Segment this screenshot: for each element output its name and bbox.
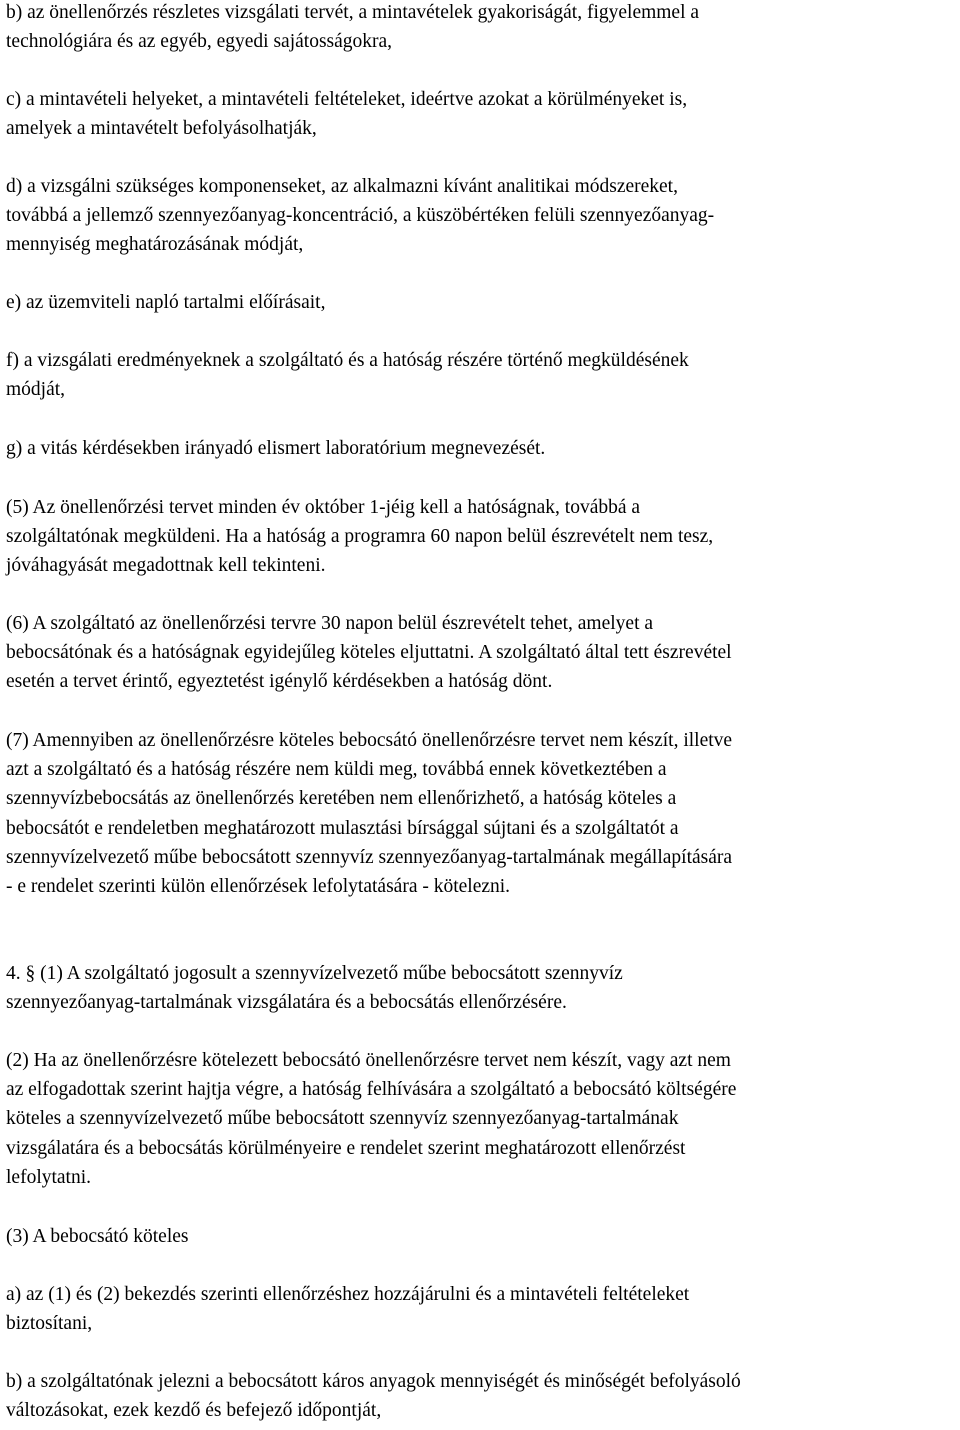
section-4-paragraph-3-b	[6, 1367, 741, 1425]
text-line: technológiára és az egyéb, egyedi sajátosságokra,	[6, 31, 393, 53]
text-line: biztosítani,	[6, 1313, 93, 1335]
text-line: b) az önellenőrzés részletes vizsgálati tervét, a mintavételek gyakoriságát, figyelemmel a	[6, 2, 700, 23]
text-line: 4. § (1) A szolgáltató jogosult a szennyvízelvezető műbe bebocsátott szennyvíz	[6, 963, 623, 984]
text-line: g) a vitás kérdésekben irányadó elismert laboratórium megnevezését.	[6, 438, 546, 459]
text-line: f) a vizsgálati eredményeknek a szolgáltató és a hatóság részére történő megküldésének	[6, 350, 689, 371]
text-line: vizsgálatára és a bebocsátás körülményeire e rendelet szerint meghatározott ellenőrzést	[6, 1137, 686, 1159]
text-line: bebocsátót e rendeletben meghatározott mulasztási bírsággal sújtani és a szolgáltatót a	[6, 817, 679, 839]
text-line: módját,	[6, 379, 66, 401]
text-line: az elfogadottak szerint hajtja végre, a hatóság felhívására a szolgáltató a bebocsátó költségére	[6, 1079, 737, 1101]
paragraph-g	[6, 434, 545, 463]
text-line: mennyiség meghatározásának módját,	[6, 234, 304, 256]
text-line: köteles a szennyvízelvezető műbe bebocsátott szennyvíz szennyezőanyag-tartalmának	[6, 1108, 679, 1130]
paragraph-6	[6, 609, 732, 697]
paragraph-e	[6, 288, 325, 317]
text-line: bebocsátónak és a hatóságnak egyidejűleg köteles eljuttatni. A szolgáltató által tett észrevétel	[6, 642, 732, 664]
section-4-paragraph-1	[6, 959, 623, 1017]
text-line: c) a mintavételi helyeket, a mintavételi feltételeket, ideértve azokat a körülményeket is,	[6, 89, 688, 110]
text-line: amelyek a mintavételt befolyásolhatják,	[6, 118, 317, 140]
text-line: (7) Amennyiben az önellenőrzésre köteles bebocsátó önellenőrzésre tervet nem készít, illetve	[6, 730, 733, 751]
text-line: (6) A szolgáltató az önellenőrzési tervre 30 napon belül észrevételt tehet, amelyet a	[6, 613, 654, 634]
paragraph-d	[6, 172, 714, 260]
text-line: - e rendelet szerinti külön ellenőrzések lefolytatására - kötelezni.	[6, 875, 511, 897]
paragraph-5	[6, 493, 713, 581]
text-line: (5) Az önellenőrzési tervet minden év október 1-jéig kell a hatóságnak, továbbá a	[6, 497, 641, 518]
text-line: b) a szolgáltatónak jelezni a bebocsátott káros anyagok mennyiségét és minőségét befolyásoló	[6, 1371, 741, 1392]
text-line: d) a vizsgálni szükséges komponenseket, az alkalmazni kívánt analitikai módszereket,	[6, 176, 678, 197]
paragraph-b	[6, 0, 699, 56]
text-line: a) az (1) és (2) bekezdés szerinti ellenőrzéshez hozzájárulni és a mintavételi feltételeket	[6, 1284, 690, 1305]
text-line: jóváhagyását megadottnak kell tekinteni.	[6, 555, 326, 577]
text-line: (3) A bebocsátó köteles	[6, 1226, 189, 1247]
text-line: esetén a tervet érintő, egyeztetést igénylő kérdésekben a hatóság dönt.	[6, 671, 553, 693]
text-line: szennyezőanyag-tartalmának vizsgálatára és a bebocsátás ellenőrzésére.	[6, 992, 567, 1014]
paragraph-c	[6, 85, 687, 143]
text-line: lefolytatni.	[6, 1166, 92, 1188]
section-4-paragraph-2	[6, 1046, 736, 1192]
text-line: szolgáltatónak megküldeni. Ha a hatóság a programra 60 napon belül észrevételt nem tesz,	[6, 526, 714, 548]
text-line: változásokat, ezek kezdő és befejező időpontját,	[6, 1400, 382, 1422]
text-line: e) az üzemviteli napló tartalmi előírásait,	[6, 292, 326, 313]
section-4-paragraph-3	[6, 1222, 189, 1251]
text-line: szennyvízbebocsátás az önellenőrzés keretében nem ellenőrizhető, a hatóság köteles a	[6, 788, 677, 810]
text-line: továbbá a jellemző szennyezőanyag-koncentráció, a küszöbértéken felüli szennyezőanyag-	[6, 205, 715, 227]
paragraph-f	[6, 346, 689, 404]
paragraph-7	[6, 726, 732, 901]
text-line: azt a szolgáltató és a hatóság részére nem küldi meg, továbbá ennek következtében a	[6, 759, 667, 781]
text-line: szennyvízelvezető műbe bebocsátott szennyvíz szennyezőanyag-tartalmának megállapítására	[6, 846, 733, 868]
section-4-paragraph-3-a	[6, 1280, 689, 1338]
text-line: (2) Ha az önellenőrzésre kötelezett bebocsátó önellenőrzésre tervet nem készít, vagy azt nem	[6, 1050, 731, 1071]
